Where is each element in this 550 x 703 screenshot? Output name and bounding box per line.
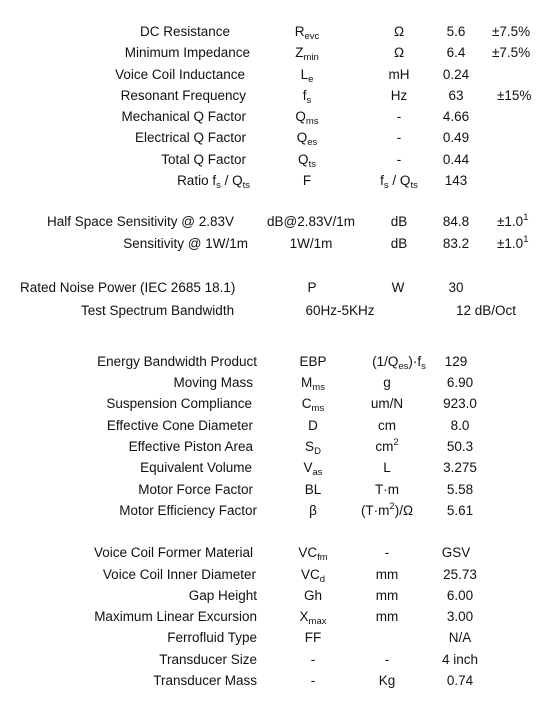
- spec-row-linear-excursion: [0, 607, 550, 627]
- row-symbol: BL: [304, 482, 322, 497]
- spec-row-cone-diameter: [0, 416, 550, 436]
- row-value: N/A: [448, 630, 472, 645]
- spec-row-ferrofluid: [0, 628, 550, 648]
- row-value: 63: [448, 88, 464, 103]
- spec-row-suspension-compliance: [0, 394, 550, 414]
- row-symbol: F: [302, 173, 312, 188]
- row-unit: mm: [375, 567, 399, 582]
- row-value: 0.74: [446, 673, 474, 688]
- row-unit: -: [384, 652, 390, 667]
- spec-row-half-space-sensitivity: [0, 212, 550, 232]
- row-label: Transducer Size: [159, 652, 257, 667]
- row-value: 0.44: [442, 152, 470, 167]
- row-tolerance: ±7.5%: [492, 45, 531, 60]
- spec-row-equivalent-volume: [0, 458, 550, 478]
- row-label: Voice Coil Former Material: [93, 545, 253, 560]
- row-unit: Ω: [393, 24, 405, 39]
- row-value: 4 inch: [441, 652, 479, 667]
- row-unit: $cm^2$: [375, 437, 399, 454]
- spec-row-electrical-q: [0, 128, 550, 148]
- row-value: GSV: [441, 545, 471, 560]
- row-unit: W: [391, 280, 405, 295]
- spec-row-ratio: [0, 171, 550, 191]
- row-label: Transducer Mass: [153, 673, 257, 688]
- row-value: 6.00: [446, 588, 474, 603]
- row-unit: T·m: [375, 482, 399, 497]
- row-value: 4.66: [442, 109, 470, 124]
- row-condition: dB@2.83V/1m: [266, 214, 355, 229]
- row-value: 50.3: [446, 439, 474, 454]
- row-label: Resonant Frequency: [120, 88, 246, 103]
- row-unit: -: [396, 130, 402, 145]
- row-symbol: -: [310, 652, 316, 667]
- row-symbol: $Z_{min}$: [295, 45, 319, 63]
- row-label: Ratio $f_s / Q_{ts}$: [177, 173, 250, 191]
- row-unit: mm: [375, 609, 399, 624]
- row-symbol: $VC_{fm}$: [298, 545, 328, 563]
- row-unit: L: [383, 460, 391, 475]
- row-unit: dB: [390, 236, 408, 251]
- spec-row-mechanical-q: [0, 107, 550, 127]
- row-value: 8.0: [450, 418, 470, 433]
- row-symbol: EBP: [299, 354, 327, 369]
- row-unit: dB: [390, 214, 408, 229]
- row-label: Test Spectrum Bandwidth: [81, 303, 235, 318]
- spec-row-efficiency-factor: [0, 501, 550, 521]
- row-value: 143: [444, 173, 468, 188]
- row-label: Gap Height: [188, 588, 257, 603]
- row-label: DC Resistance: [139, 24, 230, 39]
- row-tolerance: ±15%: [497, 88, 532, 103]
- row-label: Mechanical Q Factor: [121, 109, 246, 124]
- spec-row-gap-height: [0, 586, 550, 606]
- row-value: 5.6: [446, 24, 466, 39]
- row-value: 0.49: [442, 130, 470, 145]
- row-value: 12 dB/Oct: [456, 303, 517, 318]
- row-value: 0.24: [442, 67, 470, 82]
- row-value: 5.61: [446, 503, 474, 518]
- row-symbol: $f_s$: [302, 88, 312, 106]
- row-value: 25.73: [443, 567, 477, 582]
- row-unit: $(1/Q_{es})\cdot f_s$: [372, 354, 426, 372]
- row-label: Voice Coil Inner Diameter: [102, 567, 256, 582]
- row-value: 83.2: [442, 236, 470, 251]
- row-unit: cm: [378, 418, 396, 433]
- row-label: Electrical Q Factor: [134, 130, 246, 145]
- row-unit: $f_s / Q_{ts}$: [380, 173, 418, 191]
- row-symbol: $X_{max}$: [299, 609, 327, 627]
- spec-row-inductance: [0, 65, 550, 85]
- row-symbol: $Q_{es}$: [296, 130, 318, 148]
- row-value: 923.0: [443, 396, 477, 411]
- row-symbol: $R_{evc}$: [294, 24, 320, 42]
- spec-row-force-factor: [0, 480, 550, 500]
- row-value: 3.275: [443, 460, 477, 475]
- row-value: 30: [448, 280, 464, 295]
- row-symbol: $L_e$: [300, 67, 314, 85]
- row-value: 84.8: [442, 214, 470, 229]
- row-unit: Ω: [393, 45, 405, 60]
- row-unit: Kg: [378, 673, 396, 688]
- row-symbol: FF: [304, 630, 322, 645]
- row-label: Equivalent Volume: [140, 460, 252, 475]
- row-symbol: $Q_{ts}$: [298, 152, 316, 170]
- row-label: Voice Coil Inductance: [115, 67, 245, 82]
- row-symbol: $Q_{ms}$: [295, 109, 319, 127]
- row-label: Ferrofluid Type: [167, 630, 257, 645]
- spec-row-transducer-size: [0, 650, 550, 670]
- spec-row-sensitivity-1w: [0, 234, 550, 254]
- row-unit: mH: [388, 67, 410, 82]
- row-symbol: $S_D$: [305, 439, 321, 457]
- spec-row-dc-resistance: [0, 22, 550, 42]
- row-unit: g: [383, 375, 391, 390]
- row-unit: um/N: [370, 396, 404, 411]
- row-symbol: -: [310, 673, 316, 688]
- row-label: Effective Cone Diameter: [106, 418, 253, 433]
- spec-row-min-impedance: [0, 43, 550, 63]
- spec-row-resonant-frequency: [0, 86, 550, 106]
- row-value: 6.4: [446, 45, 466, 60]
- row-label: Moving Mass: [173, 375, 253, 390]
- row-label: Total Q Factor: [161, 152, 246, 167]
- row-symbol: β: [309, 503, 317, 518]
- spec-row-ebp: [0, 352, 550, 372]
- row-symbol: $M_{ms}$: [301, 375, 325, 393]
- row-value: 3.00: [446, 609, 474, 624]
- spec-row-total-q: [0, 150, 550, 170]
- row-value: 129: [444, 354, 468, 369]
- spec-row-transducer-mass: [0, 671, 550, 691]
- row-label: Sensitivity @ 1W/1m: [123, 236, 248, 251]
- row-tolerance: ±7.5%: [492, 24, 531, 39]
- spec-row-piston-area: [0, 437, 550, 457]
- row-condition: 1W/1m: [289, 236, 333, 251]
- spec-row-former-material: [0, 543, 550, 563]
- row-label: Suspension Compliance: [106, 396, 252, 411]
- row-label: Minimum Impedance: [124, 45, 250, 60]
- row-symbol: P: [307, 280, 317, 295]
- row-unit: -: [396, 109, 402, 124]
- spec-row-inner-diameter: [0, 565, 550, 585]
- row-symbol: $V_{as}$: [303, 460, 323, 478]
- row-label: Motor Force Factor: [138, 482, 253, 497]
- row-tolerance: $\pm 1.0^1$: [497, 212, 529, 229]
- spec-row-moving-mass: [0, 373, 550, 393]
- row-symbol: $VC_d$: [300, 567, 326, 585]
- row-value: 5.58: [446, 482, 474, 497]
- row-value: 6.90: [446, 375, 474, 390]
- row-label: Maximum Linear Excursion: [94, 609, 257, 624]
- row-symbol: Gh: [303, 588, 322, 603]
- row-tolerance: $\pm 1.0^1$: [497, 234, 529, 251]
- row-symbol: D: [308, 418, 318, 433]
- row-unit: -: [396, 152, 402, 167]
- row-unit: Hz: [390, 88, 408, 103]
- row-unit: -: [384, 545, 390, 560]
- row-label: Energy Bandwidth Product: [97, 354, 257, 369]
- row-label: Half Space Sensitivity @ 2.83V: [47, 214, 235, 229]
- spec-row-rated-noise-power: [0, 278, 550, 298]
- row-label: Effective Piston Area: [128, 439, 253, 454]
- row-unit: mm: [375, 588, 399, 603]
- spec-row-test-spectrum: [0, 301, 550, 321]
- row-unit: $(T\cdot m^2)/\Omega$: [360, 501, 414, 518]
- row-label: Rated Noise Power (IEC 2685 18.1): [20, 280, 236, 295]
- row-label: Motor Efficiency Factor: [119, 503, 257, 518]
- row-symbol: $C_{ms}$: [301, 396, 325, 414]
- row-condition: 60Hz-5KHz: [305, 303, 375, 318]
